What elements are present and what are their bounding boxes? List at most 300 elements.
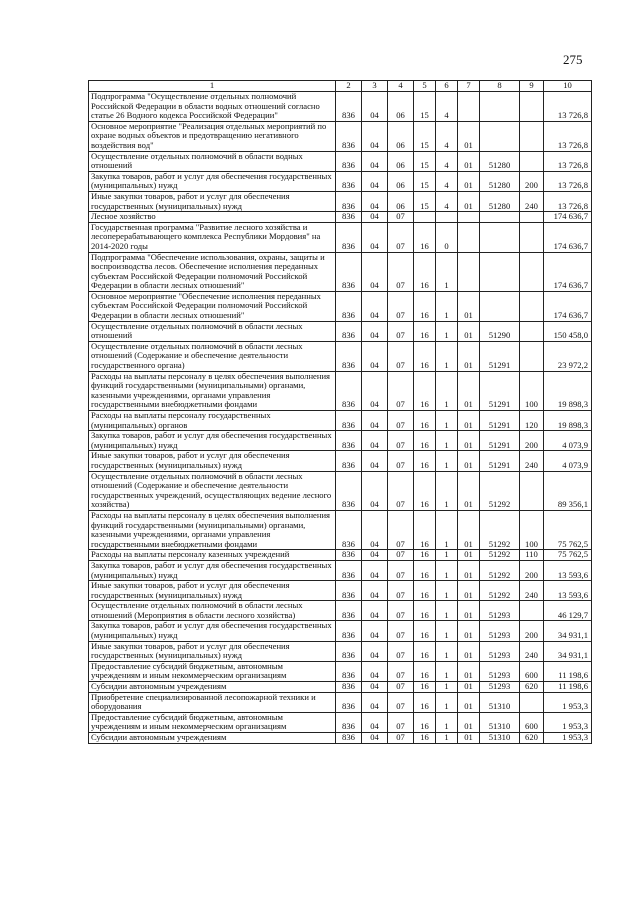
cell-ministry-code: 836: [336, 733, 362, 744]
cell-section: 04: [362, 371, 388, 410]
row-description: Иные закупки товаров, работ и услуг для обеспечения государственных (муниципальных) нужд: [89, 641, 336, 661]
cell-subprogram: 1: [436, 682, 458, 693]
cell-activity: [458, 252, 480, 291]
row-description: Предоставление субсидий бюджетным, автономным учреждениям и иным некоммерческим организациям: [89, 661, 336, 681]
table-row: [89, 621, 592, 641]
cell-section: 04: [362, 712, 388, 732]
cell-ministry-code: 836: [336, 641, 362, 661]
cell-subsection: 07: [388, 661, 414, 681]
cell-program: 16: [414, 661, 436, 681]
cell-subprogram: 0: [436, 222, 458, 252]
cell-expense-type: [520, 692, 544, 712]
cell-program: 16: [414, 321, 436, 341]
cell-expense-type: [520, 151, 544, 171]
cell-subprogram: 1: [436, 692, 458, 712]
table-row: [89, 321, 592, 341]
cell-program: 15: [414, 121, 436, 151]
table-row: [89, 581, 592, 601]
table-row: [89, 451, 592, 471]
cell-amount: 75 762,5: [544, 510, 592, 549]
cell-subprogram: 1: [436, 451, 458, 471]
cell-activity: 01: [458, 171, 480, 191]
cell-activity: 01: [458, 733, 480, 744]
cell-subprogram: 4: [436, 121, 458, 151]
cell-direction: [480, 121, 520, 151]
cell-section: 04: [362, 733, 388, 744]
cell-section: 04: [362, 682, 388, 693]
cell-activity: 01: [458, 581, 480, 601]
cell-section: 04: [362, 92, 388, 122]
cell-amount: 11 198,6: [544, 682, 592, 693]
cell-direction: [480, 92, 520, 122]
column-header: 3: [362, 81, 388, 92]
column-header: 9: [520, 81, 544, 92]
cell-subprogram: 1: [436, 621, 458, 641]
row-description: Закупка товаров, работ и услуг для обеспечения государственных (муниципальных) нужд: [89, 171, 336, 191]
cell-subprogram: 1: [436, 601, 458, 621]
table-row: [89, 222, 592, 252]
cell-program: 16: [414, 560, 436, 580]
cell-section: 04: [362, 550, 388, 561]
column-header: 6: [436, 81, 458, 92]
cell-amount: 13 726,8: [544, 151, 592, 171]
table-row: [89, 682, 592, 693]
table-row: [89, 121, 592, 151]
cell-direction: [480, 212, 520, 223]
cell-activity: 01: [458, 661, 480, 681]
row-description: Предоставление субсидий бюджетным, автономным учреждениям и иным некоммерческим организациям: [89, 712, 336, 732]
cell-section: 04: [362, 621, 388, 641]
cell-program: 16: [414, 471, 436, 510]
cell-ministry-code: 836: [336, 341, 362, 371]
cell-ministry-code: 836: [336, 451, 362, 471]
cell-subsection: 06: [388, 151, 414, 171]
cell-expense-type: 600: [520, 661, 544, 681]
cell-section: 04: [362, 321, 388, 341]
cell-subprogram: 1: [436, 550, 458, 561]
cell-ministry-code: 836: [336, 560, 362, 580]
cell-subprogram: 4: [436, 171, 458, 191]
cell-amount: 174 636,7: [544, 252, 592, 291]
column-header: 1: [89, 81, 336, 92]
cell-amount: 13 726,8: [544, 92, 592, 122]
cell-section: 04: [362, 222, 388, 252]
cell-amount: 174 636,7: [544, 291, 592, 321]
cell-direction: 51291: [480, 341, 520, 371]
cell-amount: 13 726,8: [544, 191, 592, 211]
cell-activity: 01: [458, 371, 480, 410]
cell-activity: 01: [458, 510, 480, 549]
cell-subsection: 06: [388, 121, 414, 151]
cell-ministry-code: 836: [336, 151, 362, 171]
cell-expense-type: [520, 471, 544, 510]
cell-section: 04: [362, 451, 388, 471]
cell-program: 16: [414, 222, 436, 252]
cell-expense-type: 620: [520, 682, 544, 693]
cell-direction: 51280: [480, 171, 520, 191]
cell-program: 16: [414, 641, 436, 661]
cell-direction: 51293: [480, 641, 520, 661]
cell-amount: 174 636,7: [544, 222, 592, 252]
cell-direction: 51310: [480, 712, 520, 732]
cell-expense-type: [520, 601, 544, 621]
row-description: Иные закупки товаров, работ и услуг для обеспечения государственных (муниципальных) нужд: [89, 581, 336, 601]
cell-direction: 51292: [480, 471, 520, 510]
cell-direction: 51280: [480, 151, 520, 171]
cell-direction: 51310: [480, 733, 520, 744]
table-row: [89, 252, 592, 291]
cell-subsection: 06: [388, 191, 414, 211]
table-row: [89, 191, 592, 211]
cell-direction: [480, 291, 520, 321]
cell-ministry-code: 836: [336, 682, 362, 693]
cell-subprogram: 1: [436, 581, 458, 601]
cell-subsection: 07: [388, 431, 414, 451]
table-row: [89, 692, 592, 712]
cell-direction: 51291: [480, 411, 520, 431]
cell-amount: 19 898,3: [544, 411, 592, 431]
cell-direction: 51291: [480, 371, 520, 410]
cell-section: 04: [362, 212, 388, 223]
table-row: [89, 92, 592, 122]
cell-program: 16: [414, 733, 436, 744]
cell-program: 16: [414, 371, 436, 410]
cell-direction: 51290: [480, 321, 520, 341]
cell-expense-type: [520, 212, 544, 223]
row-description: Подпрограмма "Обеспечение использования, охраны, защиты и воспроизводства лесов. Обеспечение исполнения переданных субъектам Российской Федерации полномочий Российской Федерации в области лесных отношений": [89, 252, 336, 291]
column-header: 2: [336, 81, 362, 92]
cell-subprogram: 1: [436, 661, 458, 681]
cell-program: 15: [414, 92, 436, 122]
cell-ministry-code: 836: [336, 371, 362, 410]
cell-program: 16: [414, 252, 436, 291]
cell-activity: 01: [458, 641, 480, 661]
cell-section: 04: [362, 431, 388, 451]
cell-subprogram: 1: [436, 371, 458, 410]
cell-ministry-code: 836: [336, 191, 362, 211]
column-header: 7: [458, 81, 480, 92]
cell-amount: 4 073,9: [544, 431, 592, 451]
table-row: [89, 151, 592, 171]
column-header: 10: [544, 81, 592, 92]
cell-expense-type: [520, 92, 544, 122]
cell-subsection: 07: [388, 733, 414, 744]
cell-ministry-code: 836: [336, 550, 362, 561]
cell-direction: 51293: [480, 621, 520, 641]
cell-section: 04: [362, 601, 388, 621]
cell-activity: 01: [458, 341, 480, 371]
cell-activity: 01: [458, 471, 480, 510]
column-header: 8: [480, 81, 520, 92]
cell-activity: 01: [458, 191, 480, 211]
cell-expense-type: 240: [520, 451, 544, 471]
cell-direction: 51292: [480, 581, 520, 601]
cell-program: 16: [414, 411, 436, 431]
cell-subprogram: 1: [436, 560, 458, 580]
cell-subprogram: 1: [436, 431, 458, 451]
cell-subprogram: 4: [436, 151, 458, 171]
cell-expense-type: 240: [520, 581, 544, 601]
table-row: [89, 641, 592, 661]
cell-amount: 13 726,8: [544, 121, 592, 151]
table-row: [89, 431, 592, 451]
cell-subprogram: 1: [436, 510, 458, 549]
cell-amount: 89 356,1: [544, 471, 592, 510]
cell-amount: 19 898,3: [544, 371, 592, 410]
cell-subsection: 07: [388, 222, 414, 252]
row-description: Расходы на выплаты персоналу в целях обеспечения выполнения функций государственными (муниципальными) органами, казенными учреждениями, органами управления государственными внебюджетными фондами: [89, 371, 336, 410]
row-description: Закупка товаров, работ и услуг для обеспечения государственных (муниципальных) нужд: [89, 621, 336, 641]
cell-subsection: 07: [388, 212, 414, 223]
cell-subsection: 07: [388, 252, 414, 291]
cell-program: 16: [414, 341, 436, 371]
cell-amount: 75 762,5: [544, 550, 592, 561]
cell-activity: 01: [458, 692, 480, 712]
cell-amount: 46 129,7: [544, 601, 592, 621]
cell-expense-type: 240: [520, 641, 544, 661]
table-row: [89, 661, 592, 681]
cell-amount: 13 593,6: [544, 560, 592, 580]
cell-activity: 01: [458, 321, 480, 341]
row-description: Осуществление отдельных полномочий в области лесных отношений (Содержание и обеспечение деятельности государственного органа): [89, 341, 336, 371]
cell-amount: 1 953,3: [544, 692, 592, 712]
cell-expense-type: 200: [520, 560, 544, 580]
cell-program: 16: [414, 712, 436, 732]
row-description: Осуществление отдельных полномочий в области лесных отношений (Мероприятия в области лесного хозяйства): [89, 601, 336, 621]
cell-subsection: 07: [388, 371, 414, 410]
cell-ministry-code: 836: [336, 222, 362, 252]
cell-subsection: 07: [388, 341, 414, 371]
cell-activity: 01: [458, 621, 480, 641]
cell-ministry-code: 836: [336, 92, 362, 122]
row-description: Подпрограмма "Осуществление отдельных полномочий Российской Федерации в области водных отношений согласно статье 26 Водного кодекса Российской Федерации": [89, 92, 336, 122]
row-description: Иные закупки товаров, работ и услуг для обеспечения государственных (муниципальных) нужд: [89, 451, 336, 471]
cell-program: 16: [414, 621, 436, 641]
cell-section: 04: [362, 661, 388, 681]
row-description: Государственная программа "Развитие лесного хозяйства и лесоперерабатывающего комплекса Республики Мордовия" на 2014-2020 годы: [89, 222, 336, 252]
cell-section: 04: [362, 560, 388, 580]
row-description: Расходы на выплаты персоналу в целях обеспечения выполнения функций государственными (муниципальными) органами, казенными учреждениями, органами управления государственными внебюджетными фондами: [89, 510, 336, 549]
cell-subsection: 07: [388, 550, 414, 561]
cell-activity: 01: [458, 682, 480, 693]
cell-subsection: 07: [388, 621, 414, 641]
cell-subprogram: 1: [436, 411, 458, 431]
cell-activity: [458, 222, 480, 252]
row-description: Осуществление отдельных полномочий в области водных отношений: [89, 151, 336, 171]
cell-subprogram: 1: [436, 252, 458, 291]
row-description: Иные закупки товаров, работ и услуг для обеспечения государственных (муниципальных) нужд: [89, 191, 336, 211]
cell-direction: 51293: [480, 661, 520, 681]
cell-direction: 51280: [480, 191, 520, 211]
cell-amount: 34 931,1: [544, 641, 592, 661]
cell-amount: 150 458,0: [544, 321, 592, 341]
cell-expense-type: [520, 222, 544, 252]
cell-direction: [480, 222, 520, 252]
row-description: Осуществление отдельных полномочий в области лесных отношений: [89, 321, 336, 341]
row-description: Основное мероприятие "Реализация отдельных мероприятий по охране водных объектов и предотвращению негативного воздействия вод": [89, 121, 336, 151]
cell-subsection: 07: [388, 411, 414, 431]
row-description: Закупка товаров, работ и услуг для обеспечения государственных (муниципальных) нужд: [89, 431, 336, 451]
cell-expense-type: [520, 291, 544, 321]
cell-section: 04: [362, 581, 388, 601]
cell-expense-type: 100: [520, 510, 544, 549]
cell-program: 15: [414, 151, 436, 171]
table-row: [89, 712, 592, 732]
cell-subprogram: 1: [436, 712, 458, 732]
cell-amount: 11 198,6: [544, 661, 592, 681]
cell-activity: 01: [458, 451, 480, 471]
cell-program: 16: [414, 431, 436, 451]
cell-activity: [458, 92, 480, 122]
cell-direction: 51310: [480, 692, 520, 712]
cell-section: 04: [362, 291, 388, 321]
cell-section: 04: [362, 341, 388, 371]
cell-subprogram: 1: [436, 641, 458, 661]
cell-ministry-code: 836: [336, 601, 362, 621]
cell-program: 16: [414, 692, 436, 712]
cell-expense-type: 120: [520, 411, 544, 431]
cell-section: 04: [362, 471, 388, 510]
cell-ministry-code: 836: [336, 510, 362, 549]
cell-ministry-code: 836: [336, 411, 362, 431]
cell-ministry-code: 836: [336, 431, 362, 451]
cell-expense-type: 240: [520, 191, 544, 211]
table-row: [89, 411, 592, 431]
cell-section: 04: [362, 151, 388, 171]
row-description: Основное мероприятие "Обеспечение исполнения переданных субъектам Российской Федерации полномочий Российской Федерации в области лесных отношений": [89, 291, 336, 321]
cell-program: [414, 212, 436, 223]
cell-subsection: 07: [388, 451, 414, 471]
cell-direction: 51292: [480, 560, 520, 580]
cell-amount: 174 636,7: [544, 212, 592, 223]
table-row: [89, 560, 592, 580]
cell-section: 04: [362, 252, 388, 291]
table-row: [89, 341, 592, 371]
table-row: [89, 550, 592, 561]
cell-expense-type: 100: [520, 371, 544, 410]
cell-ministry-code: 836: [336, 291, 362, 321]
cell-subsection: 06: [388, 92, 414, 122]
cell-section: 04: [362, 121, 388, 151]
cell-ministry-code: 836: [336, 252, 362, 291]
cell-amount: 1 953,3: [544, 712, 592, 732]
cell-subsection: 07: [388, 601, 414, 621]
cell-subprogram: 1: [436, 291, 458, 321]
cell-subsection: 07: [388, 712, 414, 732]
cell-activity: 01: [458, 431, 480, 451]
cell-subsection: 06: [388, 171, 414, 191]
cell-program: 16: [414, 451, 436, 471]
cell-subsection: 07: [388, 682, 414, 693]
cell-ministry-code: 836: [336, 171, 362, 191]
cell-activity: [458, 212, 480, 223]
page-number: 275: [563, 52, 583, 67]
cell-direction: 51291: [480, 431, 520, 451]
cell-ministry-code: 836: [336, 661, 362, 681]
column-header: 4: [388, 81, 414, 92]
cell-program: 16: [414, 550, 436, 561]
cell-expense-type: [520, 121, 544, 151]
cell-expense-type: [520, 341, 544, 371]
cell-activity: 01: [458, 291, 480, 321]
cell-direction: 51292: [480, 510, 520, 549]
cell-subsection: 07: [388, 321, 414, 341]
cell-subprogram: 1: [436, 471, 458, 510]
cell-ministry-code: 836: [336, 321, 362, 341]
cell-activity: 01: [458, 601, 480, 621]
cell-amount: 34 931,1: [544, 621, 592, 641]
cell-subprogram: 4: [436, 92, 458, 122]
cell-ministry-code: 836: [336, 471, 362, 510]
cell-activity: 01: [458, 550, 480, 561]
cell-section: 04: [362, 411, 388, 431]
cell-ministry-code: 836: [336, 121, 362, 151]
cell-section: 04: [362, 641, 388, 661]
cell-subprogram: 1: [436, 341, 458, 371]
cell-program: 16: [414, 682, 436, 693]
row-description: Осуществление отдельных полномочий в области лесных отношений (Содержание и обеспечение деятельности государственных учреждений, осуществляющих ведение лесного хозяйства): [89, 471, 336, 510]
cell-subsection: 07: [388, 471, 414, 510]
cell-program: 15: [414, 191, 436, 211]
row-description: Субсидии автономным учреждениям: [89, 682, 336, 693]
cell-program: 16: [414, 601, 436, 621]
row-description: Расходы на выплаты персоналу государственных (муниципальных) органов: [89, 411, 336, 431]
cell-program: 16: [414, 291, 436, 321]
cell-expense-type: [520, 321, 544, 341]
cell-section: 04: [362, 191, 388, 211]
cell-subsection: 07: [388, 641, 414, 661]
cell-subsection: 07: [388, 560, 414, 580]
cell-amount: 4 073,9: [544, 451, 592, 471]
cell-section: 04: [362, 692, 388, 712]
cell-subsection: 07: [388, 692, 414, 712]
cell-subprogram: 1: [436, 733, 458, 744]
column-header: 5: [414, 81, 436, 92]
table-row: [89, 171, 592, 191]
cell-program: 16: [414, 510, 436, 549]
row-description: Субсидии автономным учреждениям: [89, 733, 336, 744]
cell-subprogram: [436, 212, 458, 223]
cell-amount: 13 593,6: [544, 581, 592, 601]
table-row: [89, 733, 592, 744]
cell-expense-type: 600: [520, 712, 544, 732]
cell-expense-type: 200: [520, 431, 544, 451]
cell-direction: 51291: [480, 451, 520, 471]
cell-amount: 1 953,3: [544, 733, 592, 744]
cell-direction: 51293: [480, 601, 520, 621]
cell-ministry-code: 836: [336, 212, 362, 223]
table-row: [89, 291, 592, 321]
cell-expense-type: 110: [520, 550, 544, 561]
cell-subsection: 07: [388, 510, 414, 549]
table-header-row: [89, 81, 592, 92]
cell-activity: 01: [458, 560, 480, 580]
cell-amount: 13 726,8: [544, 171, 592, 191]
table-row: [89, 212, 592, 223]
budget-table: [88, 80, 592, 744]
cell-expense-type: 200: [520, 171, 544, 191]
table-row: [89, 371, 592, 410]
cell-ministry-code: 836: [336, 712, 362, 732]
cell-expense-type: 200: [520, 621, 544, 641]
cell-expense-type: 620: [520, 733, 544, 744]
table-row: [89, 601, 592, 621]
cell-section: 04: [362, 171, 388, 191]
cell-ministry-code: 836: [336, 581, 362, 601]
cell-activity: 01: [458, 151, 480, 171]
cell-expense-type: [520, 252, 544, 291]
row-description: Закупка товаров, работ и услуг для обеспечения государственных (муниципальных) нужд: [89, 560, 336, 580]
